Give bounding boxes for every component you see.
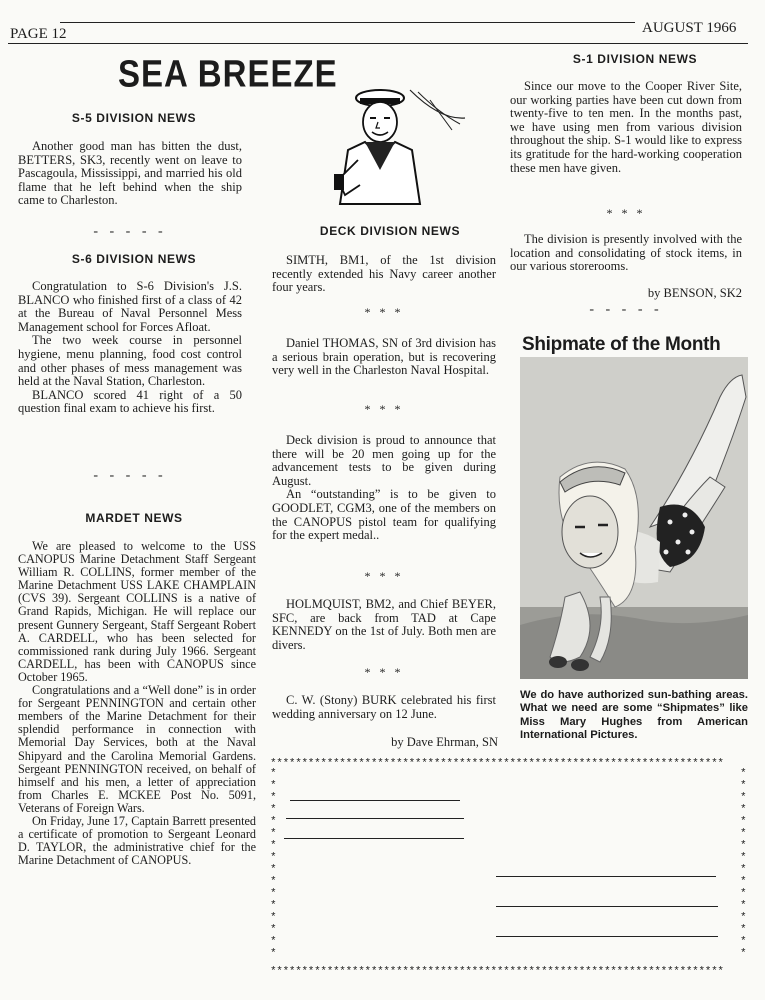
s6-body bbox=[18, 280, 242, 416]
star-border-box bbox=[270, 758, 750, 980]
star-border-bottom: ************************************************************************ bbox=[270, 966, 724, 978]
shipmate-heading: Shipmate of the Month bbox=[522, 334, 721, 355]
deck-paragraph: C. W. (Stony) BURK celebrated his first wedding anniversary on 12 June. bbox=[272, 693, 496, 721]
blank-line bbox=[496, 876, 716, 877]
star-border-right: * * * * * * * * * * * * * * * * bbox=[740, 768, 747, 960]
deck-stars: * * * bbox=[364, 665, 404, 679]
shipmate-photo bbox=[520, 357, 748, 679]
deck-stars: * * * bbox=[364, 569, 404, 583]
blank-line bbox=[290, 800, 460, 801]
s1-byline: by BENSON, SK2 bbox=[647, 286, 742, 300]
shipmate-caption: We do have authorized sun-bathing areas. What we need are some “Shipmates” like Miss Mary Hughes from American International Pictures. bbox=[520, 689, 748, 742]
deck-body bbox=[272, 434, 496, 543]
s6-separator: - - - - - bbox=[93, 468, 167, 483]
issue-date: AUGUST 1966 bbox=[642, 20, 737, 36]
page-number: PAGE 12 bbox=[10, 26, 67, 42]
deck-byline: by Dave Ehrman, SN bbox=[391, 735, 498, 749]
blank-line bbox=[284, 838, 464, 839]
blank-line bbox=[496, 936, 718, 937]
s5-separator: - - - - - bbox=[93, 224, 167, 239]
star-border-top: ************************************************************************ bbox=[270, 758, 724, 770]
s1-stars: * * * bbox=[606, 206, 646, 220]
s1-separator: - - - - - bbox=[589, 302, 663, 317]
deck-stars: * * * bbox=[364, 402, 404, 416]
mardet-paragraph: Congratulations and a “Well done” is in order for Sergeant PENNINGTON and certain other members of the Marine Detachment for their splendid performance in connection with Memorial Day Services, both at the Naval Shipyard and the Carolina Memorial Gardens. Sergeant PENNINGTON received, on behalf of himself and his men, a letter of appreciation from Charles E. MCKEE Post No. 5091, Veterans of Foreign Wars. bbox=[18, 683, 256, 815]
deck-paragraph: SIMTH, BM1, of the 1st division recently extended his Navy career another four years. bbox=[272, 253, 496, 295]
mardet-paragraph: We are pleased to welcome to the USS CANOPUS Marine Detachment Staff Sergeant William R. COLLINS, former member of the Marine Detachment USS LAKE CHAMPLAIN (CVS 39). Sergeant COLLINS is a native of Grand Rapids, Michigan. He will replace our present Gunnery Sergeant, Staff Sergeant Robert A. CARDELL, who has been selected for commissioned rank during July 1966. Sergeant CARDELL, has been with CANOPUS since October 1965. bbox=[18, 539, 256, 684]
s6-paragraph: BLANCO scored 41 right of a 50 question final exam to achieve his first. bbox=[18, 387, 242, 416]
deck-paragraph: HOLMQUIST, BM2, and Chief BEYER, SFC, are back from TAD at Cape KENNEDY on the 1st of July. Both men are divers. bbox=[272, 597, 496, 652]
s1-heading: S-1 DIVISION NEWS bbox=[572, 52, 698, 66]
s1-paragraph: Since our move to the Cooper River Site, our working parties have been cut down from twenty-five to ten men. In the months past, we have using men from various division throughout the ship. S-1 would like to express its gratitude for the hard-working cooperation these men have given. bbox=[510, 79, 742, 175]
deck-stars: * * * bbox=[364, 305, 404, 319]
blank-line bbox=[496, 906, 718, 907]
deck-paragraph: Deck division is proud to announce that there will be 20 men going up for the advancement tests to be given during August. bbox=[272, 433, 496, 488]
header-rule-left bbox=[8, 43, 748, 44]
header-rule bbox=[60, 22, 635, 23]
deck-heading: DECK DIVISION NEWS bbox=[319, 224, 461, 238]
s1-paragraph: The division is presently involved with the location and consolidating of stock items, in our various storerooms. bbox=[510, 232, 742, 274]
s6-paragraph: The two week course in personnel hygiene, menu planning, food cost control and other phases of mess management was held at the Naval Station, Charleston. bbox=[18, 333, 242, 389]
s5-text: Another good man has bitten the dust, BETTERS, SK3, recently went on leave to Pascagoula, Mississippi, and married his old flame that he left behind when the ship came to Charleston. bbox=[18, 139, 242, 208]
s6-heading: S-6 DIVISION NEWS bbox=[71, 252, 197, 266]
masthead-title: SEA BREEZE bbox=[118, 52, 338, 95]
deck-paragraph: An “outstanding” is to be given to GOODLET, CGM3, one of the members on the CANOPUS pistol team for qualifying for the expert medal.. bbox=[272, 487, 496, 543]
s6-paragraph: Congratulation to S-6 Division's J.S. BLANCO who finished first of a class of 42 at the Bureau of Naval Personnel Mess Management school for Forces Afloat. bbox=[18, 279, 242, 334]
star-border-left: * * * * * * * * * * * * * * * * bbox=[270, 768, 277, 960]
deck-paragraph: Daniel THOMAS, SN of 3rd division has a serious brain operation, but is recovering very well in the Charleston Naval Hospital. bbox=[272, 336, 496, 378]
mardet-heading: MARDET NEWS bbox=[85, 511, 183, 525]
s5-heading: S-5 DIVISION NEWS bbox=[71, 111, 197, 125]
blank-line bbox=[286, 818, 464, 819]
mardet-paragraph: On Friday, June 17, Captain Barrett presented a certificate of promotion to Sergeant Leonard D. TAYLOR, the administrative chief for the Marine Detachment of CANOPUS. bbox=[18, 813, 256, 868]
sailor-illustration bbox=[320, 80, 470, 205]
mardet-body bbox=[18, 540, 256, 867]
